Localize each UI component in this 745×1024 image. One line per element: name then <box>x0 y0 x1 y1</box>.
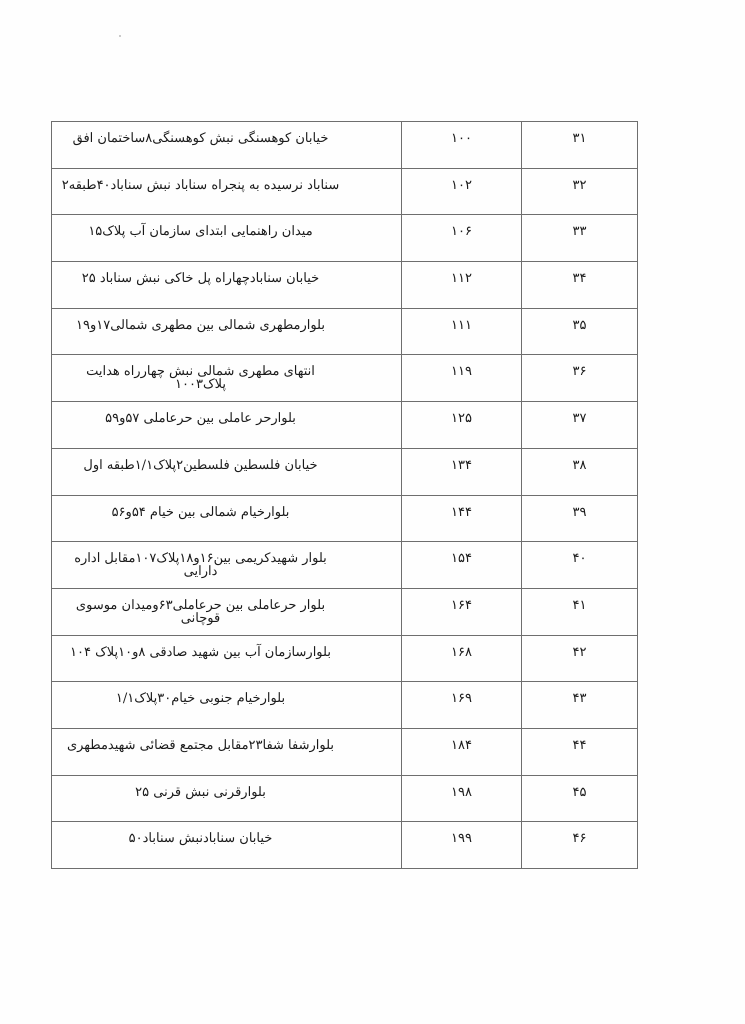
table-row <box>52 122 638 169</box>
table-row <box>52 635 638 682</box>
row-address: خیابان کوهسنگی نبش کوهسنگی۸ساختمان افق <box>52 122 402 169</box>
row-address: خیابان سنابادنبش سناباد۵۰ <box>52 822 402 869</box>
row-index: ۳۹ <box>522 495 638 542</box>
row-index: ۴۲ <box>522 635 638 682</box>
row-address: بلوارقرنی نبش قرنی ۲۵ <box>52 775 402 822</box>
row-code: ۱۳۴ <box>402 448 522 495</box>
row-code: ۱۱۱ <box>402 308 522 355</box>
table-row <box>52 448 638 495</box>
row-code: ۱۸۴ <box>402 728 522 775</box>
row-index: ۳۷ <box>522 402 638 449</box>
row-code: ۱۶۸ <box>402 635 522 682</box>
row-address: بلوارحر عاملی بین حرعاملی ۵۷و۵۹ <box>52 402 402 449</box>
row-address: سناباد نرسیده به پنجراه سناباد نبش سناباد۴۰طبقه۲ <box>52 168 402 215</box>
row-code: ۱۵۴ <box>402 542 522 589</box>
table-row <box>52 168 638 215</box>
table-row <box>52 542 638 589</box>
row-address: میدان راهنمایی ابتدای سازمان آب پلاک۱۵ <box>52 215 402 262</box>
address-table <box>51 121 638 869</box>
row-address: بلوارسازمان آب بین شهید صادقی ۸و۱۰پلاک ۱۰۴ <box>52 635 402 682</box>
row-address: خیابان فلسطین فلسطین۲پلاک۱/۱طبقه اول <box>52 448 402 495</box>
row-code: ۱۴۴ <box>402 495 522 542</box>
row-index: ۳۴ <box>522 262 638 309</box>
row-address: بلوارخیام جنوبی خیام۳۰پلاک۱/۱ <box>52 682 402 729</box>
row-index: ۳۲ <box>522 168 638 215</box>
row-index: ۴۰ <box>522 542 638 589</box>
row-code: ۱۹۸ <box>402 775 522 822</box>
row-code: ۱۱۲ <box>402 262 522 309</box>
row-address: بلوارمطهری شمالی بین مطهری شمالی۱۷و۱۹ <box>52 308 402 355</box>
table-row <box>52 728 638 775</box>
row-index: ۴۱ <box>522 588 638 635</box>
row-address: بلوار شهیدکریمی بین۱۶و۱۸پلاک۱۰۷مقابل اداره دارایی <box>52 542 402 589</box>
row-index: ۳۵ <box>522 308 638 355</box>
row-index: ۴۶ <box>522 822 638 869</box>
table-row <box>52 495 638 542</box>
row-address: بلوارخیام شمالی بین خیام ۵۴و۵۶ <box>52 495 402 542</box>
row-address: خیابان سنابادچهاراه پل خاکی نبش سناباد ۲۵ <box>52 262 402 309</box>
row-code: ۱۱۹ <box>402 355 522 402</box>
table-row <box>52 588 638 635</box>
scan-speck <box>119 35 121 37</box>
row-code: ۱۰۰ <box>402 122 522 169</box>
table-row <box>52 402 638 449</box>
row-index: ۴۳ <box>522 682 638 729</box>
row-index: ۴۵ <box>522 775 638 822</box>
row-index: ۳۳ <box>522 215 638 262</box>
row-address: بلوارشفا شفا۲۳مقابل مجتمع قضائی شهیدمطهری <box>52 728 402 775</box>
table-row <box>52 682 638 729</box>
table-row <box>52 822 638 869</box>
table-row <box>52 775 638 822</box>
row-index: ۴۴ <box>522 728 638 775</box>
row-index: ۳۶ <box>522 355 638 402</box>
table-row <box>52 308 638 355</box>
row-code: ۱۰۲ <box>402 168 522 215</box>
row-code: ۱۰۶ <box>402 215 522 262</box>
table-row <box>52 262 638 309</box>
row-code: ۱۲۵ <box>402 402 522 449</box>
row-code: ۱۹۹ <box>402 822 522 869</box>
table-row <box>52 215 638 262</box>
row-index: ۳۱ <box>522 122 638 169</box>
row-address: بلوار حرعاملی بین حرعاملی۶۳ومیدان موسوی قوچانی <box>52 588 402 635</box>
row-address: انتهای مطهری شمالی نبش چهارراه هدایت پلاک۱۰۰۳ <box>52 355 402 402</box>
row-code: ۱۶۴ <box>402 588 522 635</box>
row-code: ۱۶۹ <box>402 682 522 729</box>
row-index: ۳۸ <box>522 448 638 495</box>
table-row <box>52 355 638 402</box>
